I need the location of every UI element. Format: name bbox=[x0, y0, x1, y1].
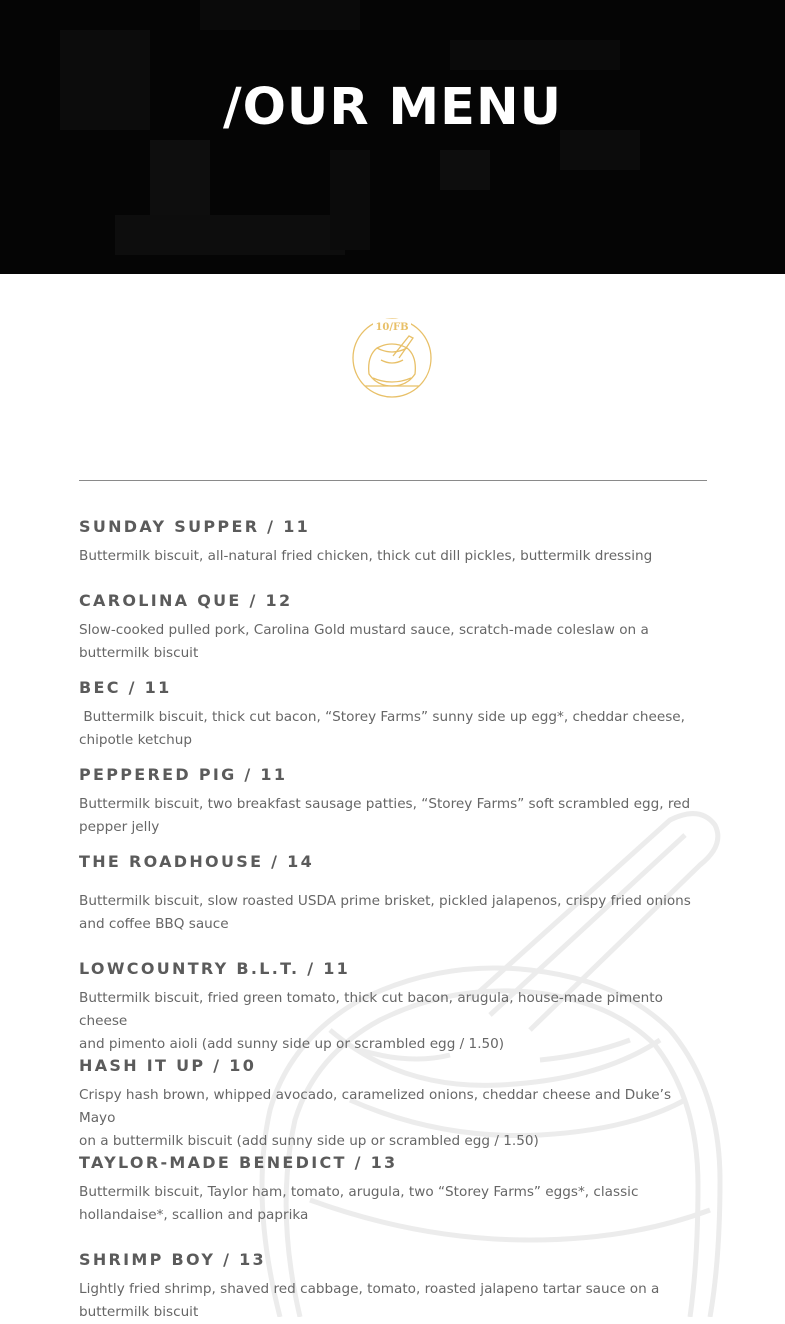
menu-item-title: CAROLINA QUE / 12 bbox=[79, 591, 293, 610]
menu-item-title: BEC / 11 bbox=[79, 678, 172, 697]
menu-item-description: Buttermilk biscuit, slow roasted USDA prime brisket, pickled jalapenos, crispy fried onions and coffee BBQ sauce bbox=[79, 893, 691, 932]
menu-item bbox=[79, 1056, 709, 1153]
menu-item bbox=[79, 1153, 709, 1227]
menu-item-description: Buttermilk biscuit, thick cut bacon, “Storey Farms” sunny side up egg*, cheddar cheese, chipotle ketchup bbox=[79, 709, 685, 748]
section-divider bbox=[79, 480, 707, 481]
menu-item-description: Slow-cooked pulled pork, Carolina Gold mustard sauce, scratch-made coleslaw on a buttermilk biscuit bbox=[79, 622, 649, 661]
menu-item-title: THE ROADHOUSE / 14 bbox=[79, 852, 315, 871]
menu-item-title: SUNDAY SUPPER / 11 bbox=[79, 517, 311, 536]
menu-item bbox=[79, 852, 709, 936]
hero-banner bbox=[0, 0, 785, 274]
menu-item-title: HASH IT UP / 10 bbox=[79, 1056, 257, 1075]
menu-item-title: LOWCOUNTRY B.L.T. / 11 bbox=[79, 959, 351, 978]
menu-item bbox=[79, 765, 709, 839]
menu-item bbox=[79, 678, 709, 752]
menu-item bbox=[79, 1250, 709, 1324]
menu-item bbox=[79, 591, 709, 665]
menu-item-description: Buttermilk biscuit, two breakfast sausage patties, “Storey Farms” soft scrambled egg, red pepper jelly bbox=[79, 796, 691, 835]
menu-item-description: Buttermilk biscuit, Taylor ham, tomato, arugula, two “Storey Farms” eggs*, classic hollandaise*, scallion and paprika bbox=[79, 1184, 639, 1223]
restaurant-logo-icon bbox=[347, 316, 437, 398]
menu-item-title: SHRIMP BOY / 13 bbox=[79, 1250, 266, 1269]
menu-item-description: Crispy hash brown, whipped avocado, caramelized onions, cheddar cheese and Duke’s Mayo on a buttermilk biscuit (add sunny side up or scrambled egg / 1.50) bbox=[79, 1087, 672, 1149]
menu-item-description: Buttermilk biscuit, all-natural fried chicken, thick cut dill pickles, buttermilk dressing bbox=[79, 548, 653, 564]
menu-item-description: Buttermilk biscuit, fried green tomato, thick cut bacon, arugula, house-made pimento cheese and pimento aioli (add sunny side up or scrambled egg / 1.50) bbox=[79, 990, 663, 1052]
logo-text: 10/FB bbox=[375, 322, 409, 333]
menu-item bbox=[79, 959, 709, 1056]
menu-item-description: Lightly fried shrimp, shaved red cabbage, tomato, roasted jalapeno tartar sauce on a buttermilk biscuit bbox=[79, 1281, 660, 1320]
menu-item-title: TAYLOR-MADE BENEDICT / 13 bbox=[79, 1153, 398, 1172]
page-title: /OUR MENU bbox=[222, 78, 563, 137]
menu-item-title: PEPPERED PIG / 11 bbox=[79, 765, 288, 784]
menu-item bbox=[79, 517, 709, 568]
